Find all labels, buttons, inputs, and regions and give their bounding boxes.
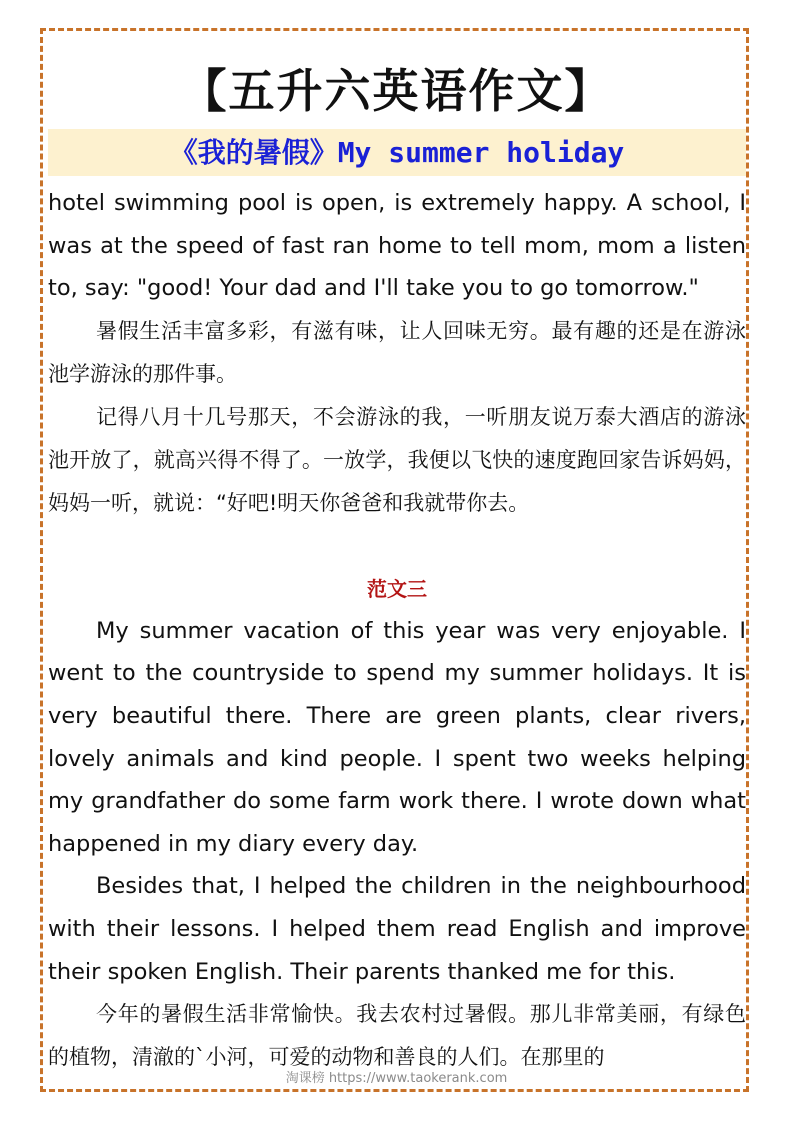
paragraph-english-2: Besides that, I helped the children in the neighbourhood with their lessons. I helped them read English and improve their spoken English. Their parents thanked me for this.: [48, 873, 746, 985]
footer-watermark: 淘课榜 https://www.taokerank.com: [285, 1071, 508, 1086]
spacer: [48, 525, 746, 568]
paragraph-english-continued: hotel swimming pool is open, is extremely happy. A school, I was at the speed of fast ran home to tell mom, mom a listen to, say: "good! Your dad and I'll take you to go tomorrow.": [48, 190, 746, 302]
paragraph-chinese-translation: 今年的暑假生活非常愉快。我去农村过暑假。那儿非常美丽，有绿色的植物，清澈的`小河，可爱的动物和善良的人们。在那里的: [48, 1002, 746, 1070]
essay-subtitle: 《我的暑假》My summer holiday: [169, 136, 625, 169]
paragraph-chinese-story: 记得八月十几号那天，不会游泳的我，一听朋友说万泰大酒店的游泳池开放了，就高兴得不得了。一放学，我便以飞快的速度跑回家告诉妈妈，妈妈一听，就说：“好吧!明天你爸爸和我就带你去。: [48, 404, 746, 515]
section-heading: 范文三: [367, 576, 427, 601]
essay-body: [48, 182, 746, 1079]
subtitle-banner: [48, 129, 746, 176]
paragraph-english-1: My summer vacation of this year was very enjoyable. I went to the countryside to spend my summer holidays. It is very beautiful there. There are green plants, clear rivers, lovely animals and kind people. I spent two weeks helping my grandfather do some farm work there. I wrote down what happened in my diary every day.: [48, 617, 746, 857]
paragraph-chinese-intro: 暑假生活丰富多彩，有滋有味，让人回味无穷。最有趣的还是在游泳池学游泳的那件事。: [48, 318, 746, 386]
page-title: 【五升六英语作文】: [180, 64, 613, 118]
